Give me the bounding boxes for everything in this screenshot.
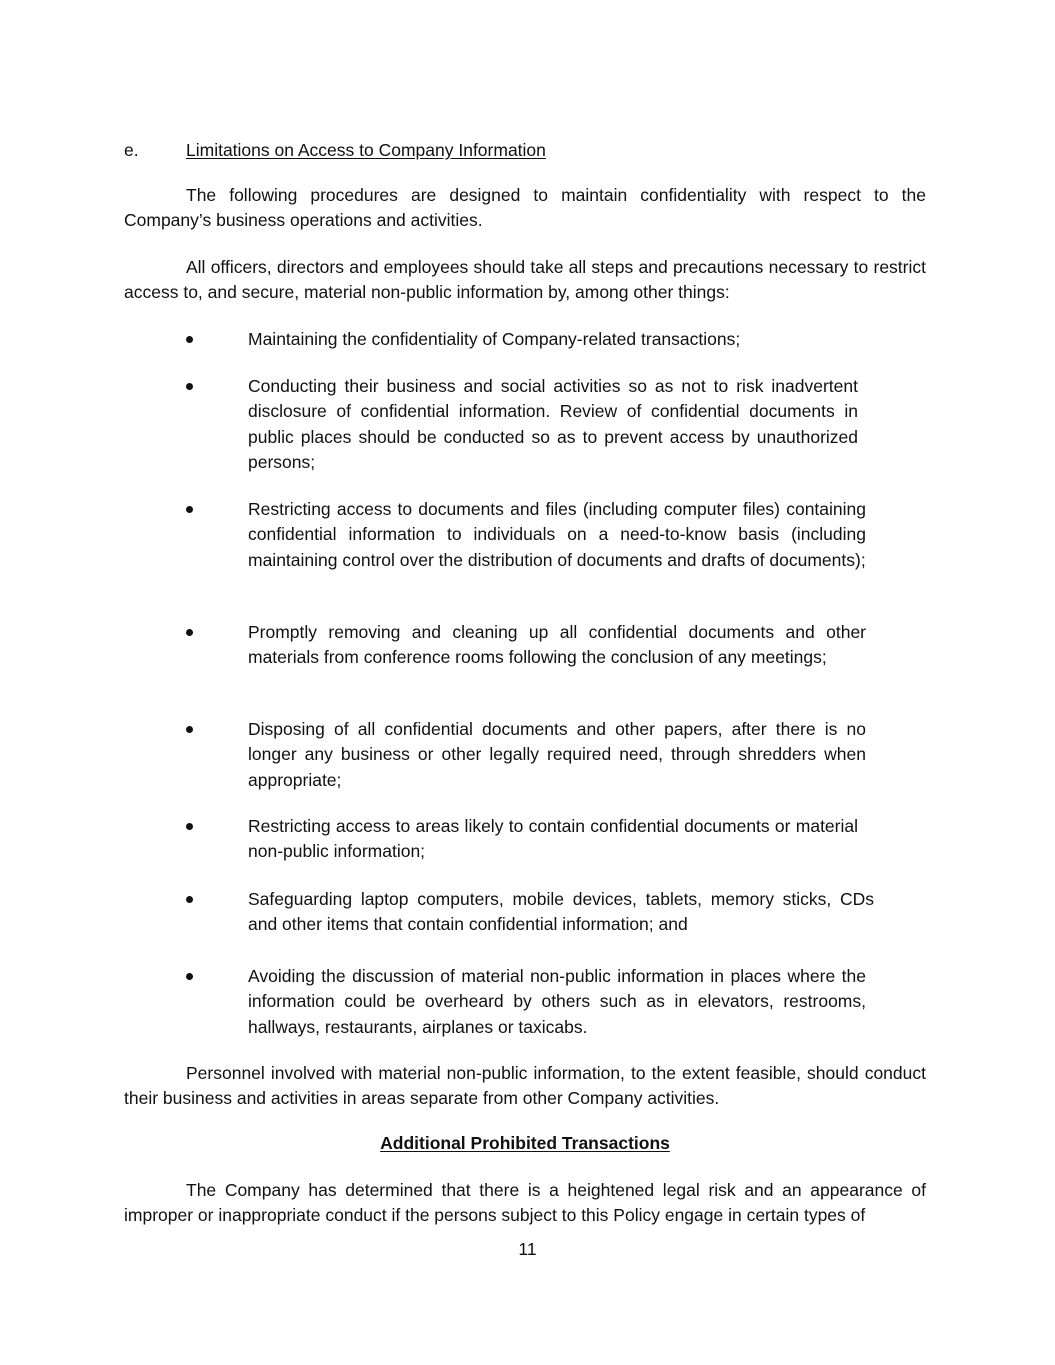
bullet-icon (186, 896, 193, 903)
bullet-text: Avoiding the discussion of material non-public information in places where the information could be overheard by others such as in elevators, restrooms, hallways, restaurants, airplanes or taxicabs. (248, 966, 866, 1037)
personnel-paragraph: Personnel involved with material non-public information, to the extent feasible, should conduct their business and activities in areas separate from other Company activities. (124, 1063, 926, 1109)
section-title: Limitations on Access to Company Information (186, 140, 546, 160)
bullet-text: Restricting access to documents and files (including computer files) containing confidential information to individuals on a need-to-know basis (including maintaining control over the distribution of documents and drafts of documents); (248, 499, 866, 570)
bullet-icon (186, 726, 193, 733)
section-heading (124, 138, 926, 163)
bullet-text: Maintaining the confidentiality of Company-related transactions; (248, 329, 741, 349)
bullet-icon (186, 973, 193, 980)
bullet-icon (186, 383, 193, 390)
bullet-icon (186, 336, 193, 343)
precautions-paragraph: All officers, directors and employees should take all steps and precautions necessary to restrict access to, and secure, material non-public information by, among other things: (124, 257, 926, 303)
bullet-text: Conducting their business and social activities so as not to risk inadvertent disclosure of confidential information. Review of confidential documents in public places should be conducted so as to prevent access by unauthorized persons; (248, 376, 858, 472)
prohibited-intro-paragraph: The Company has determined that there is a heightened legal risk and an appearance of improper or inappropriate conduct if the persons subject to this Policy engage in certain types of (124, 1180, 926, 1226)
page-number: 11 (518, 1239, 537, 1259)
bullet-icon (186, 629, 193, 636)
bullet-text: Restricting access to areas likely to contain confidential documents or material non-public information; (248, 816, 858, 862)
bullet-text: Promptly removing and cleaning up all confidential documents and other materials from conference rooms following the conclusion of any meetings; (248, 622, 866, 668)
bullet-text: Disposing of all confidential documents and other papers, after there is no longer any business or other legally required need, through shredders when appropriate; (248, 719, 866, 790)
bullet-text: Safeguarding laptop computers, mobile devices, tablets, memory sticks, CDs and other items that contain confidential information; and (248, 889, 874, 935)
bullet-icon (186, 506, 193, 513)
bullet-icon (186, 823, 193, 830)
section-letter: e. (124, 140, 139, 160)
subheading: Additional Prohibited Transactions (380, 1133, 670, 1153)
intro-paragraph: The following procedures are designed to maintain confidentiality with respect to the Company’s business operations and activities. (124, 185, 926, 231)
